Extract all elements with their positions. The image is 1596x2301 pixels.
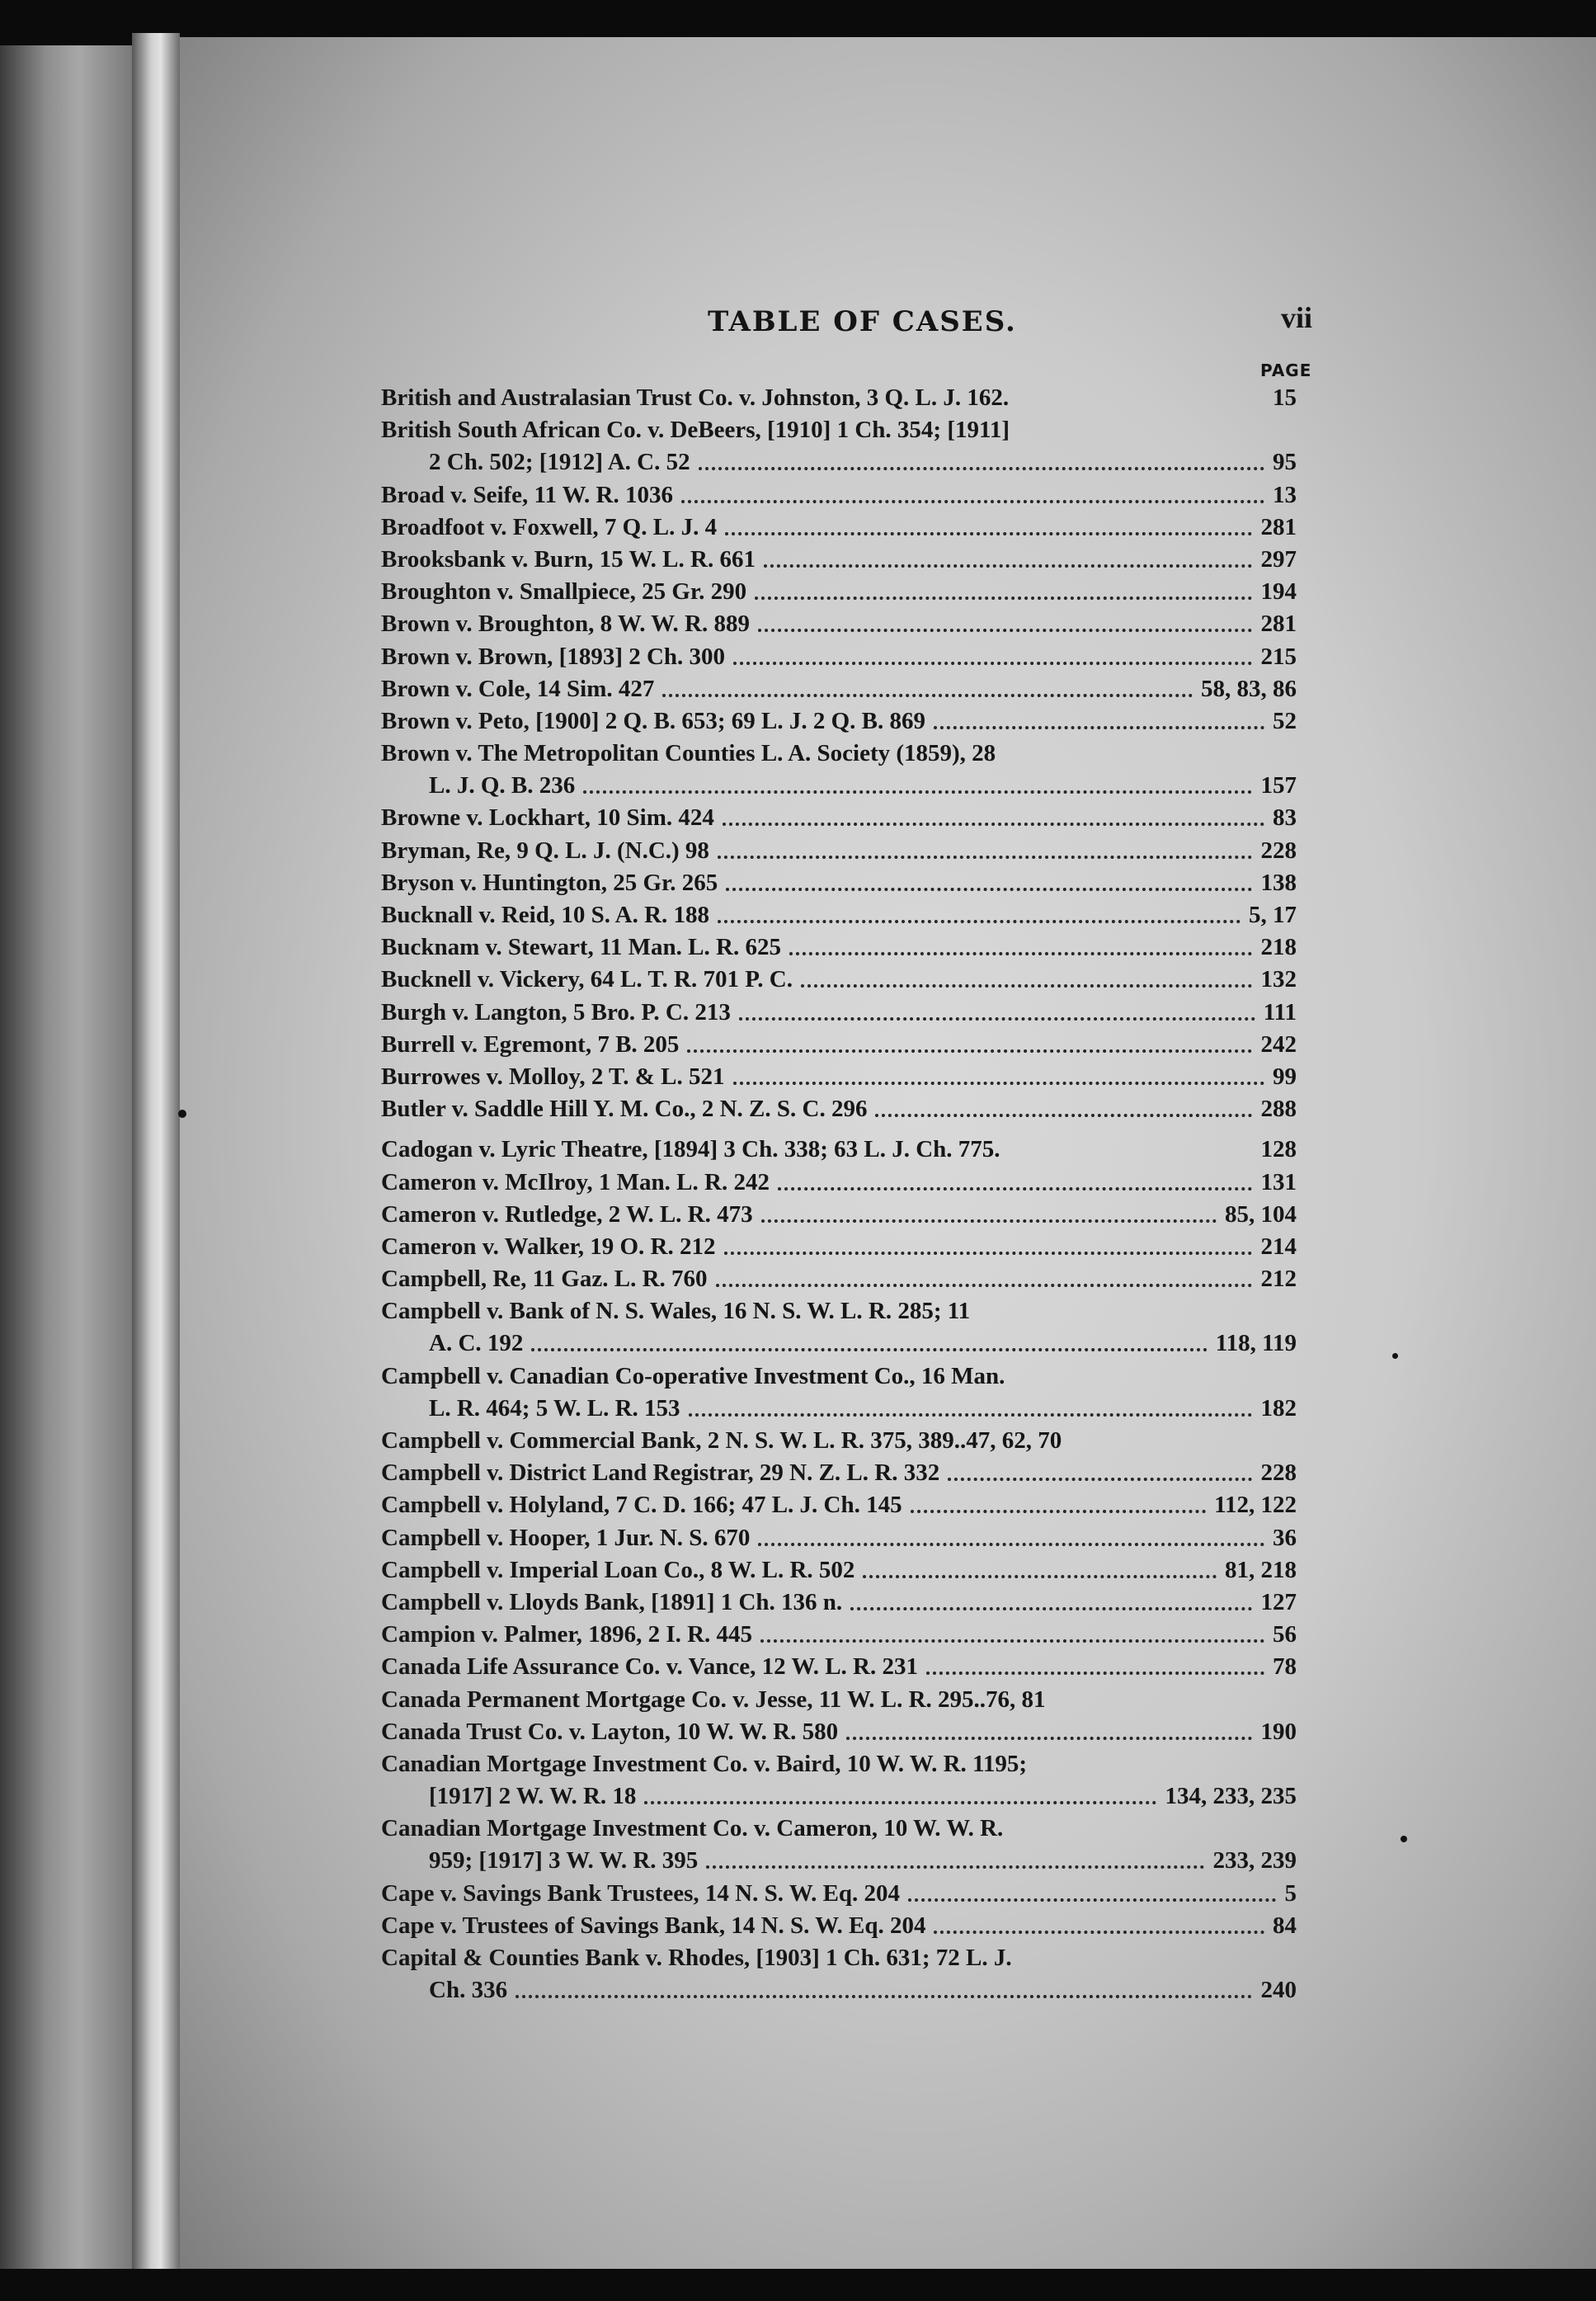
case-citation: Burrowes v. Molloy, 2 T. & L. 521 [381,1063,725,1090]
case-page-ref: 118, 119 [1215,1330,1297,1357]
page-number: vii [1281,301,1313,334]
facing-page-edge [0,45,132,2269]
case-citation: Broad v. Seife, 11 W. R. 1036 [381,481,673,508]
case-entry [381,576,1297,608]
case-entry [381,512,1297,544]
case-entry [381,1813,1297,1845]
case-page-ref: 78 [1273,1653,1297,1681]
case-entry [381,1199,1297,1231]
case-entry [381,1845,1297,1877]
case-entry [381,1134,1297,1166]
case-page-ref: 128 [1260,1136,1297,1163]
case-page-ref: 132 [1260,966,1297,993]
dot-leader [778,1187,1252,1191]
case-entry [381,1522,1297,1554]
case-citation: Bryson v. Huntington, 25 Gr. 265 [381,869,718,896]
case-entry [381,770,1297,802]
case-entry [381,608,1297,640]
case-citation: Campbell v. Imperial Loan Co., 8 W. L. R. 502 [381,1556,855,1583]
dot-leader [760,1639,1264,1643]
case-page-ref: 36 [1273,1524,1297,1551]
case-page-ref: 52 [1273,707,1297,734]
case-citation: L. J. Q. B. 236 [429,772,576,799]
case-page-ref: 242 [1260,1030,1297,1058]
case-entry [381,997,1297,1029]
case-citation: Cape v. Savings Bank Trustees, 14 N. S. W. Eq. 204 [381,1879,901,1907]
case-page-ref: 134, 233, 235 [1165,1783,1297,1810]
dot-leader [934,726,1264,729]
case-citation: Cadogan v. Lyric Theatre, [1894] 3 Ch. 338; 63 L. J. Ch. 775. [381,1136,1000,1163]
dot-leader [850,1607,1252,1610]
case-citation: Campbell v. Bank of N. S. Wales, 16 N. S. W. L. R. 285; 11 [381,1298,971,1325]
case-citation: Campbell v. Lloyds Bank, [1891] 1 Ch. 136 n. [381,1588,843,1615]
dot-leader [687,1049,1252,1053]
case-entry [381,1619,1297,1651]
dot-leader [875,1114,1252,1117]
case-citation: Bucknall v. Reid, 10 S. A. R. 188 [381,902,710,928]
case-citation: British South African Co. v. DeBeers, [1910] 1 Ch. 354; [1911] [381,417,1010,444]
case-entry [381,738,1297,770]
ink-speck [1392,1353,1398,1359]
case-citation: Campbell v. Hooper, 1 Jur. N. S. 670 [381,1524,751,1551]
case-page-ref: 281 [1260,611,1297,638]
case-citation: Canada Permanent Mortgage Co. v. Jesse, 11 W. L. R. 295..76, 81 [381,1686,1046,1713]
case-citation: Butler v. Saddle Hill Y. M. Co., 2 N. Z. S. C. 296 [381,1096,868,1123]
case-citation: Burrell v. Egremont, 7 B. 205 [381,1030,680,1058]
case-entry [381,1942,1297,1974]
case-entry [381,1910,1297,1942]
case-page-ref: 58, 83, 86 [1201,675,1297,702]
dot-leader [934,1931,1264,1934]
case-citation: Broughton v. Smallpiece, 25 Gr. 290 [381,578,747,606]
case-entry [381,1587,1297,1619]
dot-leader [725,532,1252,535]
case-entry [381,641,1297,673]
case-entry [381,1489,1297,1521]
case-page-ref: 190 [1260,1718,1297,1745]
case-page-ref: 228 [1260,1459,1297,1487]
dot-leader [583,790,1252,794]
case-page-ref: 212 [1260,1266,1297,1293]
case-citation: Broadfoot v. Foxwell, 7 Q. L. J. 4 [381,513,718,540]
case-page-ref: 218 [1260,934,1297,961]
dot-leader [718,920,1241,923]
dot-leader [801,984,1252,988]
case-citation: Brown v. Broughton, 8 W. W. R. 889 [381,611,750,638]
case-citation: Bucknam v. Stewart, 11 Man. L. R. 625 [381,934,781,961]
case-citation: Brooksbank v. Burn, 15 W. L. R. 661 [381,545,756,573]
case-entry [381,802,1297,834]
case-list [381,382,1297,2006]
case-entry [381,1780,1297,1813]
case-page-ref: 138 [1260,869,1297,896]
dot-leader [662,694,1193,697]
dot-leader [718,856,1252,859]
case-entry [381,1231,1297,1263]
case-page-ref: 131 [1260,1168,1297,1195]
dot-leader [689,1413,1252,1417]
case-entry [381,1425,1297,1457]
case-entry [381,899,1297,931]
case-page-ref: 112, 122 [1214,1492,1297,1519]
case-citation: Burgh v. Langton, 5 Bro. P. C. 213 [381,998,731,1026]
case-citation: Campbell v. District Land Registrar, 29 N. Z. L. R. 332 [381,1459,940,1487]
case-entry [381,1878,1297,1910]
dot-leader [911,1510,1206,1513]
case-page-ref: 5 [1284,1879,1297,1907]
case-page-ref: 240 [1260,1977,1297,2004]
page-title: TABLE OF CASES. [708,305,1017,338]
page-column-label: PAGE [1260,361,1312,380]
binding-gutter [132,33,180,2269]
case-citation: Canada Trust Co. v. Layton, 10 W. W. R. 580 [381,1718,839,1745]
case-citation: Campbell v. Canadian Co-operative Investment Co., 16 Man. [381,1362,1005,1389]
case-entry [381,1974,1297,2006]
dot-leader [699,467,1264,470]
dot-leader [531,1348,1208,1351]
case-entry [381,382,1297,414]
case-citation: [1917] 2 W. W. R. 18 [429,1783,637,1810]
dot-leader [681,500,1264,503]
case-entry [381,414,1297,446]
case-page-ref: 81, 218 [1225,1556,1297,1583]
case-entry [381,1327,1297,1360]
dot-leader [516,1995,1252,1998]
dot-leader [724,1252,1252,1255]
case-entry [381,1263,1297,1295]
case-page-ref: 5, 17 [1249,902,1297,928]
dot-leader [789,952,1252,955]
case-citation: Brown v. Peto, [1900] 2 Q. B. 653; 69 L. J. 2 Q. B. 869 [381,707,926,734]
case-page-ref: 85, 104 [1225,1200,1297,1228]
case-page-ref: 194 [1260,578,1297,606]
case-page-ref: 127 [1260,1588,1297,1615]
dot-leader [863,1575,1217,1578]
case-citation: Brown v. Cole, 14 Sim. 427 [381,675,655,702]
dot-leader [758,629,1252,632]
case-entry [381,835,1297,867]
case-page-ref: 228 [1260,837,1297,864]
case-page-ref: 99 [1273,1063,1297,1090]
case-citation: Brown v. The Metropolitan Counties L. A. Society (1859), 28 [381,740,996,767]
case-page-ref: 297 [1260,545,1297,573]
case-entry [381,673,1297,705]
dot-leader [733,662,1252,665]
case-citation: Campbell, Re, 11 Gaz. L. R. 760 [381,1266,708,1293]
case-citation: Bucknell v. Vickery, 64 L. T. R. 701 P. C. [381,966,793,993]
ink-speck [178,1110,186,1118]
dot-leader [644,1801,1156,1804]
dot-leader [739,1017,1255,1021]
case-page-ref: 15 [1273,384,1297,411]
dot-leader [733,1082,1264,1085]
case-citation: Bryman, Re, 9 Q. L. J. (N.C.) 98 [381,837,709,864]
dot-leader [755,596,1252,600]
dot-leader [926,1672,1264,1675]
case-entry [381,1029,1297,1061]
case-citation: A. C. 192 [429,1330,524,1357]
dot-leader [761,1219,1217,1223]
dot-leader [948,1478,1252,1481]
running-header [180,301,1582,355]
case-entry [381,867,1297,899]
case-citation: Cameron v. McIlroy, 1 Man. L. R. 242 [381,1168,770,1195]
case-entry [381,1061,1297,1093]
case-citation: Capital & Counties Bank v. Rhodes, [1903] 1 Ch. 631; 72 L. J. [381,1945,1012,1971]
case-entry [381,931,1297,964]
case-citation: Cape v. Trustees of Savings Bank, 14 N. S. W. Eq. 204 [381,1912,926,1939]
case-entry [381,446,1297,479]
case-entry [381,1360,1297,1393]
ink-speck [1401,1836,1407,1842]
case-page-ref: 56 [1273,1621,1297,1648]
case-entry [381,1167,1297,1199]
case-citation: British and Australasian Trust Co. v. Johnston, 3 Q. L. J. 162. [381,384,1010,411]
case-citation: Canadian Mortgage Investment Co. v. Cameron, 10 W. W. R. [381,1815,1004,1842]
case-page-ref: 215 [1260,643,1297,670]
dot-leader [908,1898,1276,1902]
case-page-ref: 182 [1260,1394,1297,1422]
dot-leader [716,1284,1252,1287]
case-page-ref: 83 [1273,804,1297,832]
case-citation: 959; [1917] 3 W. W. R. 395 [429,1847,699,1874]
dot-leader [846,1737,1252,1740]
case-page-ref: 281 [1260,513,1297,540]
case-page-ref: 84 [1273,1912,1297,1939]
case-page-ref: 288 [1260,1096,1297,1123]
case-entry [381,1684,1297,1716]
case-citation: Campion v. Palmer, 1896, 2 I. R. 445 [381,1621,753,1648]
case-entry [381,1651,1297,1683]
case-citation: L. R. 464; 5 W. L. R. 153 [429,1394,680,1422]
case-citation: Browne v. Lockhart, 10 Sim. 424 [381,804,714,832]
case-page-ref: 95 [1273,449,1297,476]
dot-leader [723,823,1264,826]
case-citation: Campbell v. Commercial Bank, 2 N. S. W. L. R. 375, 389..47, 62, 70 [381,1427,1062,1454]
case-citation: Campbell v. Holyland, 7 C. D. 166; 47 L. J. Ch. 145 [381,1492,902,1519]
book-page [180,37,1596,2269]
case-entry [381,479,1297,512]
dot-leader [726,888,1252,891]
case-citation: Canada Life Assurance Co. v. Vance, 12 W. L. R. 231 [381,1653,918,1681]
case-entry [381,544,1297,576]
case-citation: Cameron v. Rutledge, 2 W. L. R. 473 [381,1200,753,1228]
case-entry [381,1093,1297,1125]
case-entry [381,964,1297,996]
dot-leader [764,564,1252,568]
dot-leader [758,1543,1264,1546]
case-citation: Ch. 336 [429,1977,508,2004]
dot-leader [706,1865,1204,1869]
case-entry [381,1457,1297,1489]
section-gap [381,1125,1297,1134]
case-citation: Canadian Mortgage Investment Co. v. Baird, 10 W. W. R. 1195; [381,1750,1028,1777]
case-entry [381,1554,1297,1587]
case-page-ref: 233, 239 [1212,1847,1297,1874]
case-page-ref: 111 [1263,998,1297,1026]
case-entry [381,1295,1297,1327]
case-citation: Cameron v. Walker, 19 O. R. 212 [381,1233,716,1260]
case-page-ref: 13 [1273,481,1297,508]
case-page-ref: 214 [1260,1233,1297,1260]
case-entry [381,1748,1297,1780]
case-citation: 2 Ch. 502; [1912] A. C. 52 [429,449,690,476]
case-entry [381,1393,1297,1425]
case-page-ref: 157 [1260,772,1297,799]
case-entry [381,705,1297,738]
case-entry [381,1716,1297,1748]
case-citation: Brown v. Brown, [1893] 2 Ch. 300 [381,643,726,670]
